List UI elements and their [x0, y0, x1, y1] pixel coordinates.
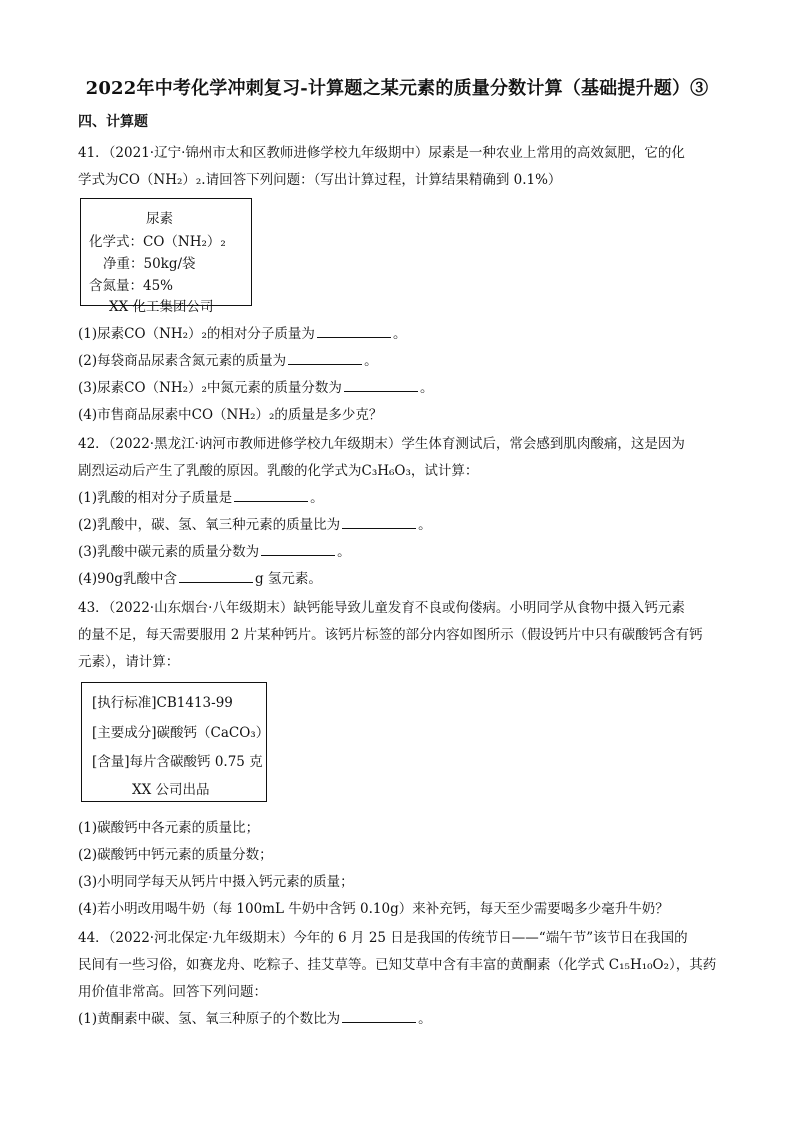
q42-sub3-end: 。: [337, 544, 351, 560]
q41-sub1: [78, 322, 718, 342]
q43-sub3: (3)小明同学每天从钙片中摄入钙元素的质量；: [78, 874, 354, 890]
q41-sub2-end: 。: [364, 353, 378, 369]
q43-stem-line1: 43．（2022·山东烟台·八年级期末）缺钙能导致儿童发育不良或佝偻病。小明同学从食物中摄入钙元素: [78, 600, 685, 616]
q44-sub1: [78, 1007, 718, 1027]
q42-sub1-end: 。: [310, 490, 324, 506]
calcium-label-standard: [执行标准]CB1413-99: [92, 695, 233, 711]
q44-sub1-text: (1)黄酮素中碳、氢、氧三种原子的个数比为: [78, 1011, 341, 1027]
q44-sub1-end: 。: [418, 1011, 432, 1027]
q41-sub3-text: (3)尿素CO（NH₂）₂中氮元素的质量分数为: [78, 380, 342, 396]
q42-sub1-text: (1)乳酸的相对分子质量是: [78, 490, 233, 506]
q41-stem-line2: 学式为CO（NH₂）₂.请回答下列问题：（写出计算过程，计算结果精确到 0.1%）: [78, 172, 562, 188]
answer-blank[interactable]: [179, 570, 253, 583]
answer-blank[interactable]: [317, 325, 391, 338]
q41-sub4: (4)市售商品尿素中CO（NH₂）₂的质量是多少克？: [78, 407, 383, 423]
q41-stem-line1: 41．（2021·辽宁·锦州市太和区教师进修学校九年级期中）尿素是一种农业上常用的高效氮肥，它的化: [78, 145, 685, 161]
calcium-label-main: [主要成分]碳酸钙（CaCO₃）: [92, 725, 270, 741]
urea-label-formula: 化学式：CO（NH₂）₂: [89, 234, 226, 250]
urea-label-net-weight: 净重：50kg/袋: [103, 256, 196, 272]
q41-sub2: [78, 349, 718, 369]
calcium-label-content: [含量]每片含碳酸钙 0.75 克: [92, 754, 263, 770]
q42-sub4-end: g 氢元素。: [254, 571, 322, 587]
q43-sub1: (1)碳酸钙中各元素的质量比；: [78, 820, 260, 836]
q42-sub2-end: 。: [418, 517, 432, 533]
q42-sub4: [78, 567, 718, 587]
calcium-label-box: [81, 682, 270, 802]
q44-stem-line3: 用价值非常高。回答下列问题：: [78, 984, 267, 1000]
q42-sub3: [78, 540, 718, 560]
answer-blank[interactable]: [261, 543, 335, 556]
q43-sub4: (4)若小明改用喝牛奶（每 100mL 牛奶中含钙 0.10g）来补充钙，每天至少需要喝多少毫升牛奶？: [78, 901, 669, 917]
q43-stem-line2: 的量不足，每天需要服用 2 片某种钙片。该钙片标签的部分内容如图所示（假设钙片中只有碳酸钙含有钙: [78, 627, 703, 643]
q42-stem-line1: 42．（2022·黑龙江·讷河市教师进修学校九年级期末）学生体育测试后，常会感到肌肉酸痛，这是因为: [78, 436, 685, 452]
answer-blank[interactable]: [342, 516, 416, 529]
q41-sub1-text: (1)尿素CO（NH₂）₂的相对分子质量为: [78, 326, 315, 342]
q41-sub2-text: (2)每袋商品尿素含氮元素的质量为: [78, 353, 287, 369]
q42-sub4-text: (4)90g乳酸中含: [78, 571, 177, 587]
q42-sub2: [78, 513, 718, 533]
q41-sub1-end: 。: [392, 326, 407, 342]
q44-stem-line1: 44．（2022·河北保定·九年级期末）今年的 6 月 25 日是我国的传统节日——“端午节”该节日在我国的: [78, 930, 688, 946]
answer-blank[interactable]: [234, 489, 308, 502]
q42-sub3-text: (3)乳酸中碳元素的质量分数为: [78, 544, 260, 560]
section-heading: 四、计算题: [78, 114, 148, 130]
urea-label-maker: XX 化工集团公司: [109, 299, 214, 315]
answer-blank[interactable]: [344, 379, 418, 392]
q42-sub2-text: (2)乳酸中，碳、氢、氧三种元素的质量比为: [78, 517, 341, 533]
urea-label-name: 尿素: [146, 211, 173, 227]
q41-sub3: [78, 376, 718, 396]
answer-blank[interactable]: [288, 352, 362, 365]
q42-stem-line2: 剧烈运动后产生了乳酸的原因。乳酸的化学式为C₃H₆O₃，试计算：: [78, 463, 479, 479]
q41-sub3-end: 。: [419, 380, 434, 396]
urea-label-box: [80, 198, 252, 315]
q43-sub2: (2)碳酸钙中钙元素的质量分数；: [78, 847, 273, 863]
q44-stem-line2: 民间有一些习俗，如赛龙舟、吃粽子、挂艾草等。已知艾草中含有丰富的黄酮素（化学式 C₁₅H₁₀O₂），其药: [78, 957, 717, 973]
urea-label-nitrogen: 含氮量：45%: [89, 278, 174, 294]
answer-blank[interactable]: [342, 1010, 416, 1023]
calcium-label-maker: XX 公司出品: [132, 782, 210, 798]
q42-sub1: [78, 486, 718, 506]
q43-stem-line3: 元素），请计算：: [78, 654, 180, 670]
page-title: 2022年中考化学冲刺复习-计算题之某元素的质量分数计算（基础提升题）③: [85, 78, 709, 99]
